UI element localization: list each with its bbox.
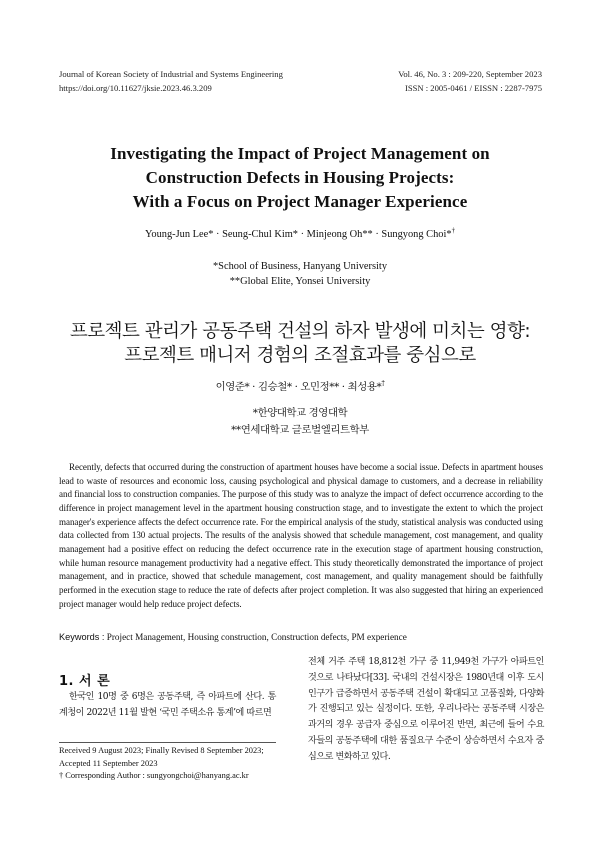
journal-header	[59, 67, 283, 95]
issn-info: ISSN : 2005-0461 / EISSN : 2287-7975	[404, 83, 542, 93]
title-line-3: With a Focus on Project Manager Experience	[132, 192, 468, 211]
abstract: Recently, defects that occurred during the construction of apartment houses have become a social issue. Defects in apartment houses lead to waste of resources and economic loss, causing psychological and physical damage to customers, and a decrease in reliability and financial loss to construction companies. The purpose of this study was to analyze the impact of defect occurrence according to the difference in project management level in the apartment housing construction stage, and to investigate the extent to which the project manager's experience affects the defect occurrence rate. For the empirical analysis of the study, statistical analysis was conducted using data collected from 130 actual projects. The results of the analysis showed that schedule management, cost management, and quality management had a positive effect on reducing the defect occurrence rate in the execution stage of apartment housing construction, while human resource management productivity had a negative effect. This study theoretically demonstrated the importance of project management, and in practice, showed that schedule management, cost management, and quality management should be faithfully performed in the execution stage to reduce the rate of defects after project completion. It was also suggested that hiring an experienced project manager would help reduce project defects.	[59, 462, 543, 609]
accepted-date: Accepted 11 September 2023	[59, 758, 158, 768]
corresponding-mark: †	[451, 226, 456, 235]
issue-header	[398, 67, 542, 95]
corresponding-email[interactable]: Corresponding Author : sungyongchoi@hanyang.ac.kr	[65, 771, 249, 781]
dagger-mark: †	[59, 771, 64, 781]
affiliations	[0, 259, 600, 289]
korean-title	[0, 320, 600, 368]
received-date: Received 9 August 2023; Finally Revised 8 September 2023;	[59, 746, 264, 755]
korean-affiliation-1: *한양대학교 경영대학	[252, 407, 348, 419]
paper-title	[0, 142, 600, 214]
section-heading: 1. 서 론	[59, 674, 111, 689]
korean-title-line-2: 프로젝트 매니저 경험의 조절효과를 중심으로	[124, 345, 476, 366]
doi-link[interactable]: https://doi.org/10.11627/jksie.2023.46.3.209	[59, 83, 212, 93]
korean-author-list	[0, 378, 600, 393]
intro-left-column: 한국인 10명 중 6명은 공동주택, 즉 아파트에 산다. 통계청이 2022년 11월 발현 ‘국민 주택소유 통계’에 따르면	[59, 692, 276, 718]
korean-corresponding-mark: †	[381, 379, 385, 388]
volume-info: Vol. 46, No. 3 : 209-220, September 2023	[398, 69, 542, 79]
corresponding-author	[59, 770, 264, 783]
affiliation-1: *School of Business, Hanyang University	[212, 261, 388, 272]
footnotes	[59, 745, 264, 783]
title-line-2: Construction Defects in Housing Projects:	[145, 168, 455, 187]
keywords-label: Keywords :	[59, 632, 105, 642]
author-names: Young-Jun Lee* · Seung-Chul Kim* · Minjeong Oh** · Sungyong Choi*	[144, 229, 452, 240]
keywords	[59, 632, 543, 642]
affiliation-2: **Global Elite, Yonsei University	[229, 276, 371, 287]
author-list	[0, 226, 600, 240]
korean-affiliation-2: **연세대학교 글로벌엘리트학부	[231, 424, 369, 436]
korean-author-names: 이영준* · 김승철* · 오민정** · 최성용*	[215, 381, 382, 393]
keywords-list: Project Management, Housing construction, Construction defects, PM experience	[106, 632, 407, 642]
title-line-1: Investigating the Impact of Project Management on	[110, 144, 490, 163]
journal-name: Journal of Korean Society of Industrial and Systems Engineering	[59, 69, 283, 79]
footnote-divider	[59, 742, 276, 743]
korean-title-line-1: 프로젝트 관리가 공동주택 건설의 하자 발생에 미치는 영향:	[69, 321, 531, 342]
korean-affiliations	[0, 405, 600, 439]
intro-right-column: 전체 거주 주택 18,812천 가구 중 11,949천 가구가 아파트인 것으로 나타났다[33]. 국내의 건설시장은 1980년대 이후 도시인구가 급증하면서 공동주택 건설이 확대되고 고품질화, 다양화가 진행되고 있는 실정이다. 또한, 우리나라는 공동주택 시장은 과거의 경우 공급자 중심으로 이루어진 반면, 최근에 들어 수요자들의 공동주택에 대한 품질요구 수준이 상승하면서 수요자 중심으로 변화하고 있다.	[308, 657, 544, 762]
